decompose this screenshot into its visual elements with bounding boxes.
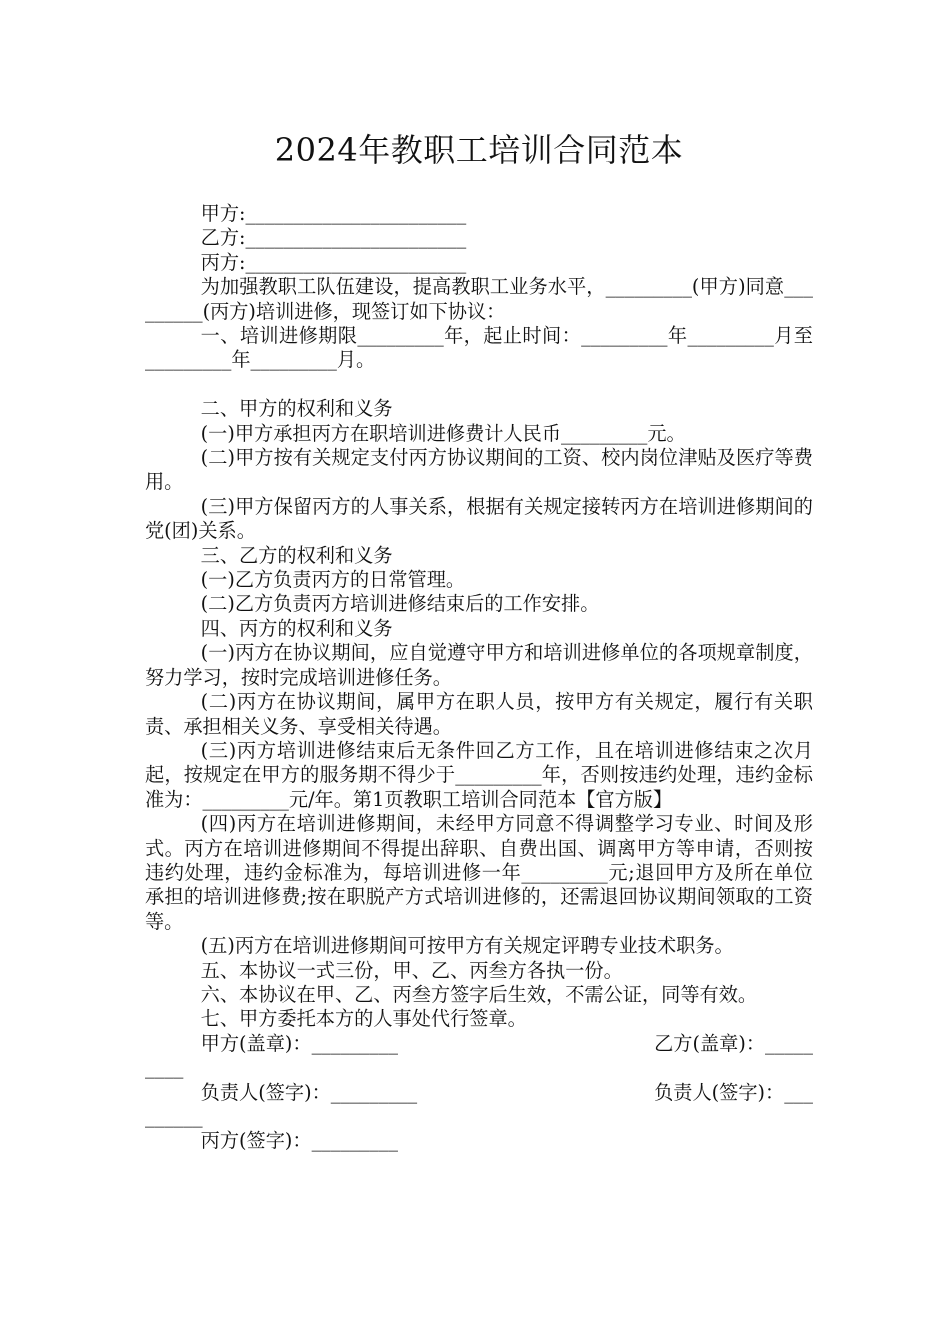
clause-3-2: (二)乙方负责丙方培训进修结束后的工作安排。 (200, 592, 600, 616)
contract-page (145, 122, 813, 1154)
clause-4-3: (三)丙方培训进修结束后无条件回乙方工作，且在培训进修结束之次月起，按规定在甲方的服务期不得少于_________年，否则按违约处理，违约金标准为：_________元/年。第1页教职工培训合同范本【官方版】 (145, 738, 813, 811)
party-b-responsible-continuation: ______ (145, 1105, 203, 1128)
party-a-line: 甲方:_______________________ (200, 202, 467, 225)
document-body (145, 202, 813, 1154)
section-2-heading: 二、甲方的权利和义务 (200, 397, 393, 421)
section-6-effective: 六、本协议在甲、乙、丙叁方签字后生效，不需公证，同等有效。 (200, 982, 758, 1006)
party-b-seal-field: 乙方(盖章)：_____ (654, 1031, 813, 1055)
blank-line (145, 373, 813, 397)
document-title: 2024年教职工培训合同范本 (274, 131, 684, 169)
clause-2-1: (一)甲方承担丙方在职培训进修费计人民币_________元。 (200, 421, 686, 445)
clause-1-term: 一、培训进修期限_________年，起止时间：_________年_________月至_________年_________月。 (145, 324, 813, 372)
party-b-seal-continuation: ____ (145, 1056, 184, 1080)
clause-2-3: (三)甲方保留丙方的人事关系，根据有关规定接转丙方在培训进修期间的党(团)关系。 (145, 494, 813, 543)
section-7-delegation: 七、甲方委托本方的人事处代行签章。 (200, 1007, 527, 1031)
party-c-signature-field: 丙方(签字)：_________ (200, 1129, 398, 1153)
signature-row-responsible (145, 1081, 813, 1105)
signature-row-party-c (145, 1129, 813, 1153)
clause-4-5: (五)丙方在培训进修期间可按甲方有关规定评聘专业技术职务。 (200, 934, 734, 958)
clause-2-2: (二)甲方按有关规定支付丙方协议期间的工资、校内岗位津贴及医疗等费用。 (145, 446, 813, 494)
party-b-responsible-field: 负责人(签字)：___ (654, 1080, 813, 1104)
preamble-paragraph: 为加强教职工队伍建设，提高教职工业务水平，_________(甲方)同意_________(丙方)培训进修，现签订如下协议： (145, 275, 813, 323)
clause-4-1: (一)丙方在协议期间，应自觉遵守甲方和培训进修单位的各项规章制度，努力学习，按时完成培训进修任务。 (145, 641, 813, 689)
party-a-seal-field: 甲方(盖章)：_________ (200, 1031, 398, 1055)
section-3-heading: 三、乙方的权利和义务 (200, 543, 393, 567)
party-b-line: 乙方:_______________________ (200, 226, 467, 250)
clause-4-2: (二)丙方在协议期间，属甲方在职人员，按甲方有关规定，履行有关职责、承担相关义务、享受相关待遇。 (145, 690, 813, 738)
section-5-copies: 五、本协议一式三份，甲、乙、丙叁方各执一份。 (200, 958, 623, 982)
clause-3-1: (一)乙方负责丙方的日常管理。 (200, 568, 466, 592)
clause-4-4: (四)丙方在培训进修期间，未经甲方同意不得调整学习专业、时间及形式。丙方在培训进修期间不得提出辞职、自费出国、调离甲方等申请，否则按违约处理，违约金标准为，每培训进修一年_________元;退回甲方及所在单位承担的培训进修费;按在职脱产方式培训进修的，还需退回协议期间领取的工资等。 (145, 812, 813, 933)
section-4-heading: 四、丙方的权利和义务 (200, 616, 393, 640)
party-a-responsible-field: 负责人(签字)：_________ (200, 1080, 418, 1104)
signature-row-seal (145, 1032, 813, 1056)
party-c-line: 丙方:_______________________ (200, 250, 467, 274)
